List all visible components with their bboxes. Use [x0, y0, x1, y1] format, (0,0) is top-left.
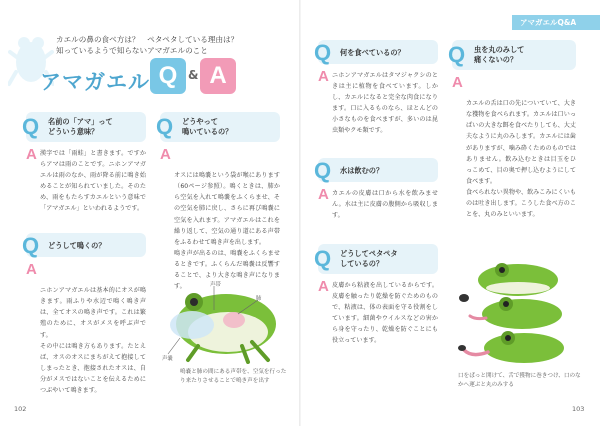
q-mark: Q: [314, 158, 332, 183]
qa-item: [314, 244, 438, 347]
question-title: 何を食べているの？: [340, 48, 405, 57]
q-mark: Q: [314, 246, 332, 271]
a-mark: A: [26, 146, 37, 163]
label-vocal-sac: 声嚢: [162, 356, 173, 362]
ampersand: &: [188, 68, 199, 82]
answer-text: [160, 148, 280, 292]
question-bar: [314, 40, 438, 65]
answer-text: [318, 188, 438, 221]
question-title: どうやって 鳴いているの？: [182, 117, 233, 136]
question-bar: [448, 40, 576, 70]
section-tab: アマガエルQ&A: [512, 15, 600, 30]
intro-text: [56, 34, 238, 56]
a-mark: A: [160, 146, 171, 163]
frog-anatomy-illustration: [158, 280, 284, 364]
answer-text: [26, 148, 146, 215]
qa-item: [448, 40, 576, 220]
answer-text: [26, 263, 146, 396]
right-caption: 口をぱっと開けて、舌で獲物に巻きつけ、口のなかへ運ぶと丸のみする: [458, 373, 581, 388]
label-vocal-cords: 声帯: [210, 282, 221, 288]
q-mark: Q: [314, 40, 332, 65]
answer-body: カエルの皮膚は口から水を飲みません。水は主に皮膚の腹側から吸収します。: [332, 190, 438, 220]
frog-eating-illustration: [452, 258, 582, 368]
left-caption: 鳴嚢と肺の間にある声帯を、空気を行ったり来たりさせることで鳴き声を出す: [180, 369, 287, 384]
question-bar: [314, 158, 438, 183]
intro-line: カエルの鼻の食べ方は？ ペタペタしている理由は？: [56, 35, 239, 44]
intro-line: 知っているようで知らないアマガエルのこと: [56, 46, 208, 55]
answer-body: 皮膚から粘液を出しているからです。皮膚を触ったり乾燥を防ぐためのもので、粘液は、体の表面を守る役割をしています。細菌やウイルスなどの害から身を守ったり、乾燥を防ぐことにも役立っています。: [332, 282, 438, 345]
a-badge: A: [200, 58, 236, 94]
a-mark: A: [452, 74, 463, 91]
qa-item: [22, 112, 146, 215]
answer-text: [318, 280, 438, 347]
page-gutter: [299, 0, 301, 426]
question-title: 水は飲むの？: [340, 166, 384, 175]
answer-body: ニホンアマガエルは基本的にオスが鳴きます。雨ふりや水辺で鳴く鳴き声は、全てオスの鳴き声です。これは繁殖のために、オスがメスを呼ぶ声です。 その中には鳴き方もあります。たとえば、オスのオスにまちがえて抱接してしまったとき、抱接されたオスは、自分がメスではないことを伝えるためにつぶやいて鳴きます。: [40, 287, 146, 395]
answer-text: [318, 70, 438, 137]
question-bar: [22, 112, 146, 142]
answer-body: 漢字では「雨蛙」と書きます。ですからアマは雨のことです。ニホンアマガエルは雨のなか、雨が降る前に鳴き始めることが知られていました。そのため、雨をもたらすカエルという意味で「アマガエル」といわれるようです。: [40, 150, 146, 213]
answer-body: カエルの舌は口の先についていて、大きな獲物を食べられます。カエルは口いっぱいの大きな餌を食べたりしても、大丈夫なように丸のみします。カエルには歯がありますが、噛み砕くためのものではありません。飲み込むときは目玉をひっこめて、目の奥で押し込むようにして食べます。 食べられない異物や、飲みこみにくいものは吐き出します。こうした食べ方のことを、丸のみといいます。: [466, 100, 576, 219]
qa-item: [314, 40, 438, 137]
answer-body: オスには鳴嚢という袋が喉にあります（60ページ参照）。鳴くときは、肺から空気を入れて鳴嚢をふくらませ、その空気を肺に戻し、さらに再び鳴嚢に空気を入れます。アマガエルはこれを繰り返して、空気の通り道にある声帯をふるわせて鳴き声を出します。 鳴き声が出るのは、鳴嚢をふくらませるときです。ふくらんだ鳴嚢は反響することで、より大きな鳴き声になります。: [174, 172, 280, 291]
label-lung: 肺: [256, 296, 262, 302]
a-mark: A: [26, 261, 37, 278]
question-title: どうしてペタペタ しているの？: [340, 249, 398, 268]
a-mark: A: [318, 278, 329, 295]
q-mark: Q: [22, 114, 40, 139]
question-bar: [22, 233, 146, 258]
q-badge: Q: [150, 58, 186, 94]
qa-item: [314, 158, 438, 221]
question-bar: [156, 112, 280, 142]
page-title: アマガエル: [40, 70, 150, 94]
q-mark: Q: [448, 42, 466, 67]
left-page-number: 102: [14, 405, 27, 413]
question-title: どうして鳴くの？: [48, 241, 106, 250]
qa-item: [156, 112, 280, 292]
q-mark: Q: [156, 114, 174, 139]
question-title: 名前の「アマ」って どういう意味？: [48, 117, 113, 136]
a-mark: A: [318, 186, 329, 203]
q-mark: Q: [22, 233, 40, 258]
question-title: 虫を丸のみして 痛くないの？: [474, 45, 525, 64]
question-bar: [314, 244, 438, 274]
answer-body: ニホンアマガエルはタマジャクシのときは主に植物を食べています。しかし、カエルになると完全な肉食になります。口に入るものなら、ほとんどの小さなものを食べますが、多いのは昆虫類やクモ類です。: [332, 72, 438, 135]
a-mark: A: [318, 68, 329, 85]
qa-item: [22, 233, 146, 396]
right-page-number: 103: [572, 405, 585, 413]
answer-text: [452, 76, 576, 220]
